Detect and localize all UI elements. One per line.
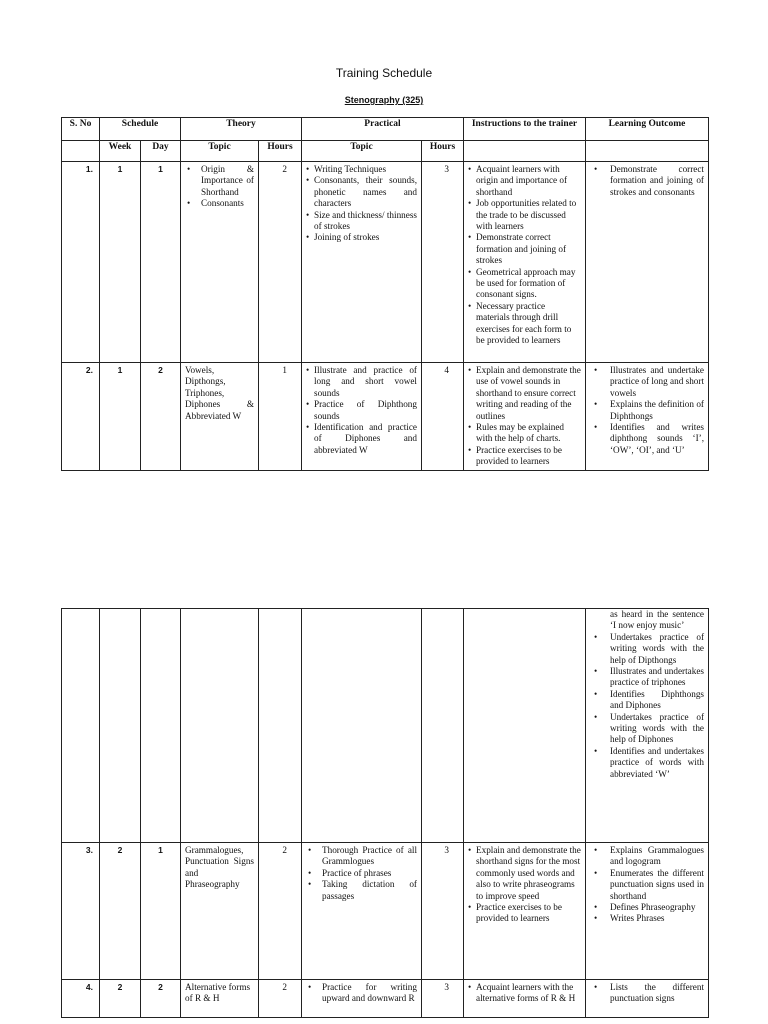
outcome-cell: [586, 609, 709, 843]
table-row: [62, 843, 709, 980]
row-sno: 4.: [62, 980, 100, 1018]
table-row: [62, 980, 709, 1018]
instruction-item: • Acquaint learners with origin and importance of shorthand: [468, 164, 581, 198]
instruction-item: • Necessary practice materials through drill exercises for each form to be provided to learners: [468, 301, 581, 347]
instruction-item: • Geometrical approach may be used for formation of consonant signs.: [468, 267, 581, 301]
practical-item: • Practice for writing upward and downward R: [306, 982, 417, 1005]
table-row: [62, 363, 709, 471]
outcome-item: • Enumerates the different punctuation signs used in shorthand: [590, 868, 704, 902]
outcome-item: • Identifies and undertakes practice of words with abbreviated ‘W’: [590, 746, 704, 780]
practical-hours: 4: [422, 363, 464, 471]
header-outcome-blank: [586, 141, 709, 162]
practical-item: • Identification and practice of Diphones and abbreviated W: [306, 422, 417, 456]
theory-item: • Origin & Importance of Shorthand: [185, 164, 254, 198]
outcome-item: • Identifies Diphthongs and Diphones: [590, 689, 704, 712]
practical-topic-cell: [302, 363, 422, 471]
outcome-item: • Writes Phrases: [590, 913, 704, 924]
schedule-table-1: [61, 117, 709, 471]
outcome-cell: [586, 980, 709, 1018]
header-schedule: Schedule: [100, 118, 181, 141]
instruction-item: • Explain and demonstrate the use of vowel sounds in shorthand to ensure correct writing and reading of the outlines: [468, 365, 581, 422]
header-outcome: Learning Outcome: [586, 118, 709, 141]
row-week: 2: [100, 843, 141, 980]
outcome-cell: [586, 363, 709, 471]
outcome-item: • Demonstrate correct formation and joining of strokes and consonants: [590, 164, 704, 198]
schedule-table-2: [61, 608, 709, 1018]
outcome-item: • Explains the definition of Diphthongs: [590, 399, 704, 422]
page-subtitle: Stenography (325): [344, 95, 424, 105]
header-instructions-blank: [464, 141, 586, 162]
practical-topic-cell: [302, 980, 422, 1018]
instructions-cell: [464, 843, 586, 980]
row-week: 2: [100, 980, 141, 1018]
practical-item: • Consonants, their sounds, phonetic names and characters: [306, 175, 417, 209]
header-sno: S. No: [62, 118, 100, 141]
practical-topic-cell: [302, 162, 422, 363]
practical-item: • Thorough Practice of all Grammlogues: [306, 845, 417, 868]
practical-hours: 3: [422, 980, 464, 1018]
header-theory-topic: Topic: [181, 141, 259, 162]
instructions-cell: [464, 363, 586, 471]
instruction-item: • Explain and demonstrate the shorthand signs for the most commonly used words and also to write phraseograms to improve speed: [468, 845, 581, 902]
row-sno: 3.: [62, 843, 100, 980]
outcome-item: • Lists the different punctuation signs: [590, 982, 704, 1005]
theory-topic-text: Vowels, Dipthongs, Triphones, Diphones & Abbreviated W: [181, 363, 259, 471]
table-row: [62, 162, 709, 363]
practical-item: • Practice of phrases: [306, 868, 417, 879]
header-week: Week: [100, 141, 141, 162]
header-practical-hours: Hours: [422, 141, 464, 162]
outcome-item: • Defines Phraseography: [590, 902, 704, 913]
outcome-item: • Illustrates and undertake practice of long and short vowels: [590, 365, 704, 399]
practical-item: • Practice of Diphthong sounds: [306, 399, 417, 422]
header-instructions: Instructions to the trainer: [464, 118, 586, 141]
theory-topic-text: Grammalogues, Punctuation Signs and Phraseography: [181, 843, 259, 980]
theory-hours: 2: [259, 162, 302, 363]
outcome-item: • Illustrates and undertakes practice of triphones: [590, 666, 704, 689]
practical-topic-cell: [302, 843, 422, 980]
theory-topic-text: Alternative forms of R & H: [181, 980, 259, 1018]
practical-item: • Illustrate and practice of long and short vowel sounds: [306, 365, 417, 399]
practical-hours: 3: [422, 843, 464, 980]
header-day: Day: [141, 141, 181, 162]
instruction-item: • Practice exercises to be provided to learners: [468, 445, 581, 468]
row-day: 2: [141, 363, 181, 471]
header-theory-hours: Hours: [259, 141, 302, 162]
header-practical: Practical: [302, 118, 464, 141]
instruction-item: • Acquaint learners with the alternative forms of R & H: [468, 982, 581, 1005]
row-week: 1: [100, 162, 141, 363]
row-sno: 2.: [62, 363, 100, 471]
practical-item: • Size and thickness/ thinness of strokes: [306, 210, 417, 233]
instruction-item: • Rules may be explained with the help of charts.: [468, 422, 581, 445]
outcome-item: • Undertakes practice of writing words with the help of Dipthongs: [590, 632, 704, 666]
theory-topic-cell: [181, 162, 259, 363]
outcome-item: • Explains Grammalogues and logogram: [590, 845, 704, 868]
instruction-item: • Job opportunities related to the trade to be discussed with learners: [468, 198, 581, 232]
outcome-item: • Undertakes practice of writing words with the help of Diphones: [590, 712, 704, 746]
instruction-item: • Demonstrate correct formation and joining of strokes: [468, 232, 581, 266]
row-sno: 1.: [62, 162, 100, 363]
practical-item: • Taking dictation of passages: [306, 879, 417, 902]
row-day: 1: [141, 162, 181, 363]
outcome-item: • Identifies and writes diphthong sounds ‘I’, ‘OW’, ‘OI’, and ‘U’: [590, 422, 704, 456]
header-theory: Theory: [181, 118, 302, 141]
theory-hours: 2: [259, 843, 302, 980]
outcome-cell: [586, 843, 709, 980]
instructions-cell: [464, 162, 586, 363]
outcome-cell: [586, 162, 709, 363]
theory-hours: 1: [259, 363, 302, 471]
row-day: 2: [141, 980, 181, 1018]
outcome-continued-text: as heard in the sentence ‘I now enjoy music’: [610, 609, 704, 631]
page-title: Training Schedule: [335, 66, 433, 80]
instructions-cell: [464, 980, 586, 1018]
practical-item: • Writing Techniques: [306, 164, 417, 175]
row-day: 1: [141, 843, 181, 980]
row-week: 1: [100, 363, 141, 471]
theory-item: • Consonants: [185, 198, 254, 209]
header-sno-blank: [62, 141, 100, 162]
table-row-continued: [62, 609, 709, 843]
practical-item: • Joining of strokes: [306, 232, 417, 243]
header-practical-topic: Topic: [302, 141, 422, 162]
instruction-item: • Practice exercises to be provided to learners: [468, 902, 581, 925]
theory-hours: 2: [259, 980, 302, 1018]
practical-hours: 3: [422, 162, 464, 363]
